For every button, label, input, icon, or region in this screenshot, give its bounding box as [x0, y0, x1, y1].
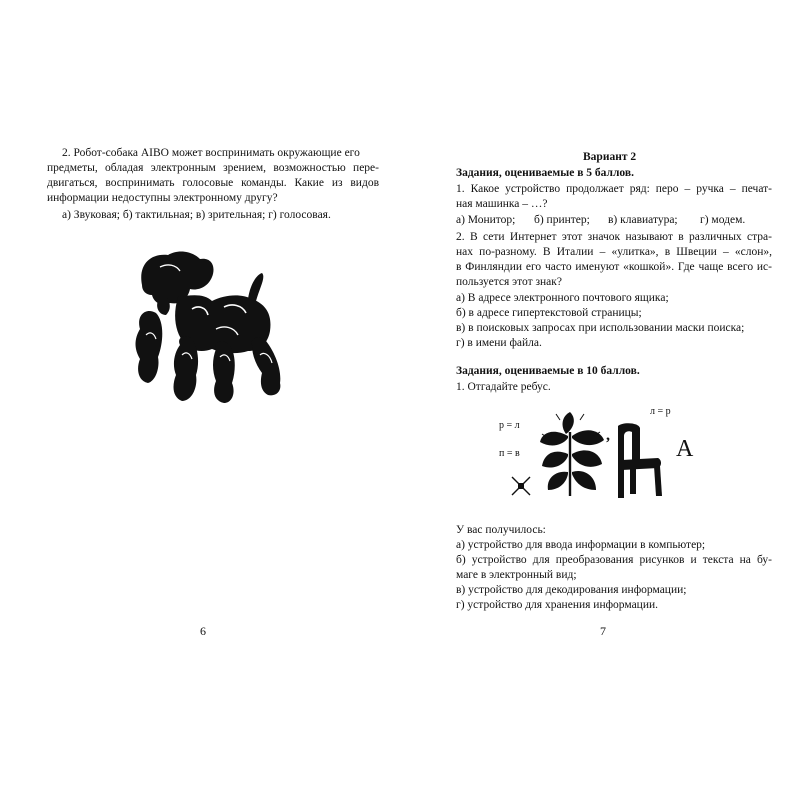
chair-icon — [610, 420, 666, 500]
q1-line2: ная машинка – …? — [456, 198, 548, 210]
left-q2-line4: информации недоступны электронному другу? — [47, 192, 278, 204]
q2-line3: в Финляндии его часто именуют «кошкой». Где чаще всего ис- — [456, 261, 772, 273]
nettle-plant-icon — [538, 402, 606, 498]
section-5-title: Задания, оцениваемые в 5 баллов. — [456, 167, 634, 179]
rebus-comma: , — [606, 427, 610, 444]
right-page — [400, 0, 800, 800]
rebus-label-l-eq-r: л = р — [650, 406, 671, 417]
variant-title: Вариант 2 — [583, 151, 637, 163]
q2-option-b: б) в адресе гипертекстовой страницы; — [456, 307, 642, 319]
q1-option-c: в) клавиатура; — [608, 214, 678, 226]
left-q2-line3: двигаться, воспринимать голосовые команды. Какие из видов — [47, 177, 379, 189]
q2-option-d: г) в имени файла. — [456, 337, 542, 349]
result-option-d: г) устройство для хранения информации. — [456, 599, 659, 611]
q2-option-c: в) в поисковых запросах при использовании маски поиска; — [456, 322, 745, 334]
q2-line2: нах по-разному. В Италии – «улитка», в Швеции – «слон», — [456, 246, 772, 258]
result-option-b-line1: б) устройство для преобразования рисунков и текста на бу- — [456, 554, 772, 566]
rebus-label-r-eq-l: р = л — [499, 420, 520, 431]
q2-line1: 2. В сети Интернет этот значок называют в различных стра- — [456, 231, 772, 243]
left-q2-line2: предметы, обладая электронным зрением, возможностью пере- — [47, 162, 379, 174]
rebus-label-p-eq-v: п = в — [499, 448, 520, 459]
q2-option-a: а) В адресе электронного почтового ящика; — [456, 292, 669, 304]
right-page-number: 7 — [600, 624, 606, 638]
result-option-a: а) устройство для ввода информации в компьютер; — [456, 539, 706, 551]
result-option-b-line2: маге в электронный вид; — [456, 569, 577, 581]
result-intro: У вас получилось: — [456, 524, 546, 536]
q1-option-d: г) модем. — [700, 214, 746, 226]
q2-line4: пользуется этот знак? — [456, 276, 562, 288]
result-option-c: в) устройство для декодирования информации; — [456, 584, 687, 596]
q1-line1: 1. Какое устройство продолжает ряд: перо – ручка – печат- — [456, 183, 772, 195]
crossed-letter-icon — [510, 475, 532, 497]
q1-option-b: б) принтер; — [534, 214, 590, 226]
robot-dog-image — [120, 245, 295, 415]
q1-option-a: а) Монитор; — [456, 214, 516, 226]
left-q2-line1: 2. Робот-собака AIBO может воспринимать окружающие его — [62, 147, 360, 159]
rebus-letter-a: А — [676, 436, 694, 462]
left-q2-options: а) Звуковая; б) тактильная; в) зрительная; г) голосовая. — [62, 209, 331, 221]
left-page-number: 6 — [200, 624, 206, 638]
section-10-title: Задания, оцениваемые в 10 баллов. — [456, 365, 640, 377]
rebus-prompt: 1. Отгадайте ребус. — [456, 381, 551, 393]
